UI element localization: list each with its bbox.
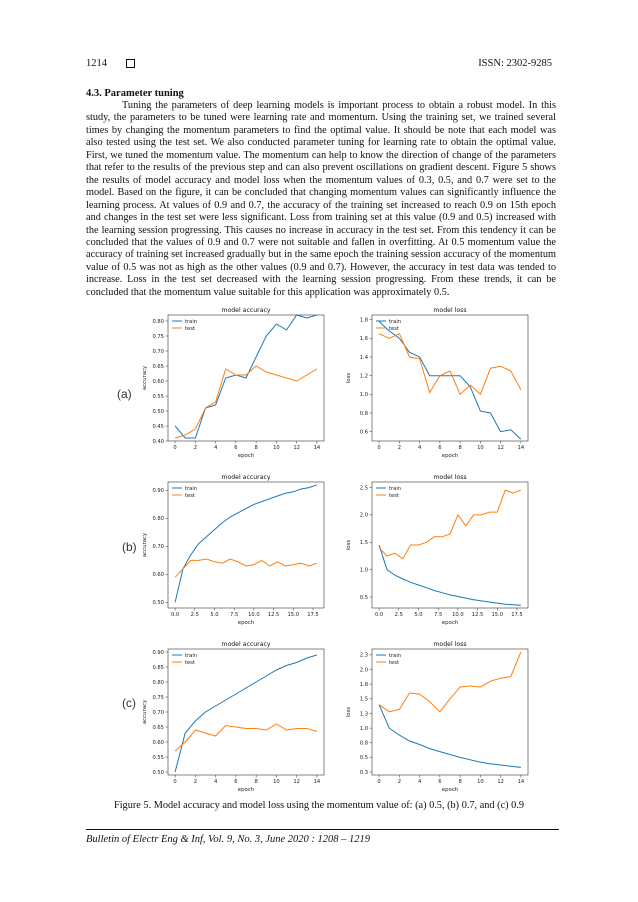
x-tick-label: 10.0 bbox=[452, 612, 464, 618]
page-footer: Bulletin of Electr Eng & Inf, Vol. 9, No. 3, June 2020 : 1208 – 1219 bbox=[86, 834, 371, 845]
y-tick-label: 0.70 bbox=[152, 348, 164, 355]
series-line-train bbox=[175, 315, 317, 438]
y-tick-label: 0.3 bbox=[359, 769, 368, 776]
chart-title: model loss bbox=[433, 641, 467, 648]
body-paragraph: Tuning the parameters of deep learning models is important process to obtain a robust model. In this study, the parameters to be tuned were learning rate and momentum. Using the training set, we trained several times by changing the momentum parameters to find the optimal value. It should be note that each model was also tested using the test set. We also conducted parameter tuning for learning rate to obtain the optimal value. First, we tuned the momentum value. The momentum can help to know the direction of change of the parameters that refer to the results of the previous step and can also prevent oscillations on gradient descent. Figure 5 shows the results of model accuracy and model loss when the momentum values of 0.3, 0.5, and 0.7 were set to the model. Based on the figure, it can be concluded that changing momentum values can significantly influence the learning process. At values of 0.9 and 0.7, the accuracy of the training set increased to reach 0.9 on 15th epoch and changes in the test set were less significant. Loss from training set at this value (0.9 and 0.5) increased with the learning session progressing. This causes no increase in accuracy in the test set. From this tendency it can be concluded that the values of 0.9 and 0.7 were not suitable and fallen in overfitting. At 0.5 momentum value the accuracy of training set increased gradually but in the same epoch the training session accuracy of the momentum value of 0.5 was not as high as the other values (0.9 and 0.7). However, the accuracy in test data was tended to increase. Loss in the test set decreased with the learning session progressing. From these trends, it can be concluded that the momentum value suitable for this application was approximately 0.5. bbox=[86, 100, 556, 298]
x-tick bbox=[307, 608, 319, 618]
series-line-test bbox=[379, 490, 521, 559]
legend bbox=[172, 319, 197, 332]
x-tick-label: 15.0 bbox=[287, 612, 300, 618]
y-tick bbox=[152, 424, 168, 430]
y-tick bbox=[152, 665, 168, 671]
y-tick-label: 0.50 bbox=[152, 600, 164, 607]
x-tick-label: 2 bbox=[193, 779, 198, 785]
page-header bbox=[86, 58, 552, 74]
page-number: 1214 bbox=[86, 58, 107, 69]
y-tick-label: 0.80 bbox=[152, 516, 164, 523]
y-tick-label: 0.55 bbox=[152, 393, 164, 400]
series-line-train bbox=[379, 322, 521, 440]
y-tick-label: 2.0 bbox=[359, 667, 368, 674]
legend-label-train: train bbox=[389, 652, 402, 659]
x-tick bbox=[268, 608, 280, 618]
y-tick bbox=[360, 429, 372, 435]
y-tick-label: 0.45 bbox=[152, 423, 164, 430]
y-tick bbox=[152, 695, 168, 701]
x-tick bbox=[254, 441, 257, 451]
y-tick bbox=[152, 680, 168, 686]
x-tick-label: 14 bbox=[517, 445, 525, 451]
y-tick bbox=[360, 741, 372, 747]
x-tick-label: 4 bbox=[213, 779, 218, 785]
x-axis-label: epoch bbox=[441, 787, 459, 793]
x-tick-label: 6 bbox=[438, 445, 442, 451]
x-tick bbox=[293, 775, 300, 785]
y-tick bbox=[360, 411, 372, 417]
x-tick bbox=[377, 775, 380, 785]
y-tick bbox=[360, 485, 372, 491]
panel-label-a: (a) bbox=[117, 387, 132, 401]
x-tick-label: 4 bbox=[417, 779, 422, 785]
x-tick bbox=[214, 441, 218, 451]
y-tick-label: 1.4 bbox=[359, 354, 368, 361]
x-tick-label: 10 bbox=[273, 445, 280, 451]
y-tick bbox=[360, 726, 372, 732]
y-tick-label: 0.5 bbox=[359, 755, 368, 762]
legend-label-train: train bbox=[389, 485, 402, 492]
x-tick bbox=[273, 441, 280, 451]
y-tick bbox=[360, 755, 372, 761]
legend bbox=[376, 319, 401, 332]
x-tick-label: 0 bbox=[173, 445, 177, 451]
x-tick bbox=[171, 608, 179, 618]
y-tick-label: 1.6 bbox=[359, 336, 368, 343]
x-tick-label: 10 bbox=[477, 779, 484, 785]
x-tick-label: 17.5 bbox=[307, 612, 319, 618]
y-tick-label: 0.60 bbox=[152, 739, 164, 746]
y-tick-label: 0.80 bbox=[152, 318, 164, 325]
x-tick bbox=[214, 775, 218, 785]
y-tick bbox=[152, 770, 168, 776]
y-tick-label: 1.5 bbox=[359, 696, 368, 703]
y-tick-label: 1.0 bbox=[359, 567, 368, 574]
x-tick bbox=[377, 441, 380, 451]
y-tick bbox=[152, 600, 168, 606]
y-tick-label: 0.70 bbox=[152, 709, 164, 716]
x-tick bbox=[458, 441, 461, 451]
y-tick bbox=[360, 667, 372, 673]
square-icon bbox=[126, 59, 135, 68]
x-tick bbox=[472, 608, 484, 618]
legend-label-test: test bbox=[389, 659, 399, 666]
x-tick-label: 0.0 bbox=[374, 612, 384, 618]
y-tick-label: 0.5 bbox=[359, 594, 368, 601]
legend-label-test: test bbox=[389, 325, 399, 332]
y-axis-label: loss bbox=[346, 706, 352, 718]
y-tick bbox=[152, 725, 168, 731]
plot-frame bbox=[168, 649, 324, 775]
legend-label-train: train bbox=[185, 485, 198, 492]
x-tick bbox=[414, 608, 422, 618]
y-tick bbox=[360, 373, 372, 379]
y-tick bbox=[152, 544, 168, 550]
y-tick bbox=[152, 516, 168, 522]
y-tick-label: 0.90 bbox=[152, 649, 164, 656]
y-tick bbox=[152, 394, 168, 400]
y-axis-label: accuracy bbox=[142, 365, 148, 391]
x-tick-label: 12 bbox=[497, 445, 504, 451]
legend-label-test: test bbox=[389, 492, 399, 499]
chart-title: model loss bbox=[433, 474, 467, 481]
x-tick-label: 0 bbox=[173, 779, 177, 785]
x-tick bbox=[497, 775, 504, 785]
legend-label-test: test bbox=[185, 325, 195, 332]
x-tick bbox=[293, 441, 300, 451]
y-tick-label: 0.80 bbox=[152, 679, 164, 686]
y-tick-label: 0.85 bbox=[152, 664, 164, 671]
x-tick bbox=[438, 775, 441, 785]
x-tick-label: 4 bbox=[417, 445, 422, 451]
x-tick bbox=[234, 775, 237, 785]
y-tick bbox=[152, 319, 168, 325]
y-tick-label: 0.55 bbox=[152, 754, 164, 761]
x-tick-label: 8 bbox=[254, 445, 258, 451]
series-line-train bbox=[175, 652, 317, 772]
y-tick bbox=[360, 336, 372, 342]
figure-caption: Figure 5. Model accuracy and model loss using the momentum value of: (a) 0.5, (b) 0.7, and (c) 0.9 bbox=[113, 800, 525, 811]
y-tick-label: 0.75 bbox=[152, 694, 164, 701]
y-tick bbox=[360, 355, 372, 361]
y-tick-label: 0.60 bbox=[152, 572, 164, 579]
chart-b-accuracy bbox=[132, 470, 332, 630]
y-tick-label: 0.70 bbox=[152, 544, 164, 551]
x-tick bbox=[314, 775, 321, 785]
y-tick-label: 0.65 bbox=[152, 724, 164, 731]
x-axis-label: epoch bbox=[441, 620, 459, 626]
x-tick bbox=[314, 441, 321, 451]
legend bbox=[376, 653, 401, 666]
x-tick-label: 0 bbox=[377, 779, 381, 785]
y-tick-label: 2.5 bbox=[359, 485, 368, 492]
y-tick-label: 2.3 bbox=[359, 652, 368, 659]
x-tick bbox=[287, 608, 299, 618]
x-tick bbox=[477, 441, 484, 451]
x-tick-label: 8 bbox=[254, 779, 258, 785]
x-tick-label: 2 bbox=[397, 445, 402, 451]
y-tick bbox=[152, 439, 168, 445]
y-tick bbox=[360, 567, 372, 573]
chart-title: model accuracy bbox=[221, 474, 271, 481]
y-tick bbox=[152, 349, 168, 355]
plot-frame bbox=[372, 649, 528, 775]
x-tick bbox=[375, 608, 383, 618]
x-tick-label: 6 bbox=[234, 445, 238, 451]
x-tick bbox=[194, 441, 197, 451]
y-tick-label: 1.2 bbox=[359, 373, 368, 380]
y-tick-label: 1.5 bbox=[359, 540, 368, 547]
x-tick-label: 14 bbox=[313, 779, 321, 785]
legend-label-test: test bbox=[185, 492, 195, 499]
legend-label-test: test bbox=[185, 659, 195, 666]
x-tick bbox=[173, 441, 176, 451]
x-tick bbox=[458, 775, 461, 785]
y-tick bbox=[360, 317, 372, 323]
x-tick bbox=[518, 441, 525, 451]
y-tick bbox=[152, 409, 168, 415]
y-tick bbox=[152, 364, 168, 370]
chart-svg bbox=[132, 303, 332, 463]
x-tick-label: 14 bbox=[313, 445, 321, 451]
x-tick-label: 12 bbox=[293, 779, 300, 785]
x-tick bbox=[254, 775, 257, 785]
series-line-test bbox=[379, 334, 521, 395]
series-line-train bbox=[379, 705, 521, 768]
y-tick bbox=[360, 770, 372, 776]
series-line-test bbox=[379, 652, 521, 712]
x-tick bbox=[438, 441, 441, 451]
x-tick-label: 12 bbox=[497, 779, 504, 785]
x-tick-label: 10.0 bbox=[248, 612, 260, 618]
y-tick-label: 0.8 bbox=[359, 410, 368, 417]
x-tick bbox=[434, 608, 442, 618]
x-tick-label: 12.5 bbox=[471, 612, 484, 618]
plot-frame bbox=[372, 482, 528, 608]
y-axis-label: loss bbox=[346, 372, 352, 384]
chart-title: model accuracy bbox=[221, 641, 271, 648]
chart-svg bbox=[336, 470, 536, 630]
x-tick-label: 5.0 bbox=[210, 612, 219, 618]
series-line-test bbox=[175, 559, 317, 577]
y-axis-label: accuracy bbox=[142, 699, 148, 725]
x-tick-label: 6 bbox=[234, 779, 238, 785]
x-tick-label: 10 bbox=[477, 445, 484, 451]
series-line-train bbox=[175, 485, 317, 603]
x-tick bbox=[497, 441, 504, 451]
y-tick-label: 0.40 bbox=[152, 438, 164, 445]
x-axis-label: epoch bbox=[237, 787, 255, 793]
x-axis-label: epoch bbox=[237, 453, 255, 459]
y-tick-label: 1.8 bbox=[359, 317, 368, 324]
x-tick bbox=[173, 775, 176, 785]
y-tick bbox=[152, 740, 168, 746]
x-axis-label: epoch bbox=[441, 453, 459, 459]
y-tick-label: 0.6 bbox=[359, 429, 368, 436]
x-axis-label: epoch bbox=[237, 620, 255, 626]
x-tick-label: 8 bbox=[458, 445, 462, 451]
y-tick-label: 0.60 bbox=[152, 378, 164, 385]
y-tick bbox=[152, 488, 168, 494]
x-tick-label: 0.0 bbox=[170, 612, 180, 618]
x-tick-label: 7.5 bbox=[230, 612, 239, 618]
x-tick bbox=[191, 608, 199, 618]
x-tick-label: 12.5 bbox=[267, 612, 280, 618]
x-tick-label: 17.5 bbox=[511, 612, 523, 618]
y-tick-label: 0.50 bbox=[152, 769, 164, 776]
legend-label-train: train bbox=[389, 318, 402, 325]
series-line-test bbox=[175, 724, 317, 751]
y-tick bbox=[360, 682, 372, 688]
chart-svg bbox=[132, 470, 332, 630]
y-tick-label: 0.50 bbox=[152, 408, 164, 415]
y-tick bbox=[360, 540, 372, 546]
legend bbox=[172, 653, 197, 666]
y-tick bbox=[152, 755, 168, 761]
chart-a-accuracy bbox=[132, 303, 332, 463]
x-tick bbox=[230, 608, 238, 618]
x-tick bbox=[210, 608, 218, 618]
legend bbox=[376, 486, 401, 499]
legend bbox=[172, 486, 197, 499]
x-tick-label: 6 bbox=[438, 779, 442, 785]
y-tick-label: 0.75 bbox=[152, 333, 164, 340]
footer-rule bbox=[86, 829, 559, 830]
panel-label-b: (b) bbox=[122, 540, 137, 554]
chart-title: model accuracy bbox=[221, 307, 271, 314]
x-tick-label: 5.0 bbox=[414, 612, 423, 618]
y-tick-label: 1.8 bbox=[359, 681, 368, 688]
y-tick bbox=[152, 334, 168, 340]
x-tick-label: 4 bbox=[213, 445, 218, 451]
y-tick bbox=[360, 595, 372, 601]
x-tick bbox=[511, 608, 523, 618]
y-tick bbox=[152, 379, 168, 385]
y-tick-label: 0.90 bbox=[152, 488, 164, 495]
y-tick-label: 0.8 bbox=[359, 740, 368, 747]
x-tick bbox=[248, 608, 260, 618]
x-tick bbox=[518, 775, 525, 785]
chart-title: model loss bbox=[433, 307, 467, 314]
plot-frame bbox=[372, 315, 528, 441]
y-tick bbox=[152, 650, 168, 656]
y-tick bbox=[360, 711, 372, 717]
x-tick bbox=[395, 608, 403, 618]
x-tick-label: 12 bbox=[293, 445, 300, 451]
x-tick bbox=[398, 441, 401, 451]
y-axis-label: accuracy bbox=[142, 532, 148, 558]
x-tick-label: 14 bbox=[517, 779, 525, 785]
plot-frame bbox=[168, 482, 324, 608]
chart-c-accuracy bbox=[132, 637, 332, 797]
x-tick bbox=[273, 775, 280, 785]
y-tick-label: 0.65 bbox=[152, 363, 164, 370]
y-tick bbox=[152, 710, 168, 716]
chart-b-loss bbox=[336, 470, 536, 630]
x-tick bbox=[491, 608, 503, 618]
y-tick bbox=[152, 572, 168, 578]
series-line-train bbox=[379, 545, 521, 605]
y-tick bbox=[360, 392, 372, 398]
y-tick bbox=[360, 653, 372, 659]
chart-svg bbox=[132, 637, 332, 797]
x-tick-label: 2 bbox=[397, 779, 402, 785]
x-tick bbox=[418, 775, 422, 785]
y-axis-label: loss bbox=[346, 539, 352, 551]
y-tick-label: 1.0 bbox=[359, 725, 368, 732]
x-tick-label: 15.0 bbox=[491, 612, 504, 618]
chart-svg bbox=[336, 303, 536, 463]
y-tick-label: 1.3 bbox=[359, 711, 368, 718]
x-tick bbox=[194, 775, 197, 785]
x-tick-label: 2 bbox=[193, 445, 198, 451]
x-tick-label: 10 bbox=[273, 779, 280, 785]
x-tick-label: 7.5 bbox=[434, 612, 443, 618]
chart-svg bbox=[336, 637, 536, 797]
y-tick bbox=[360, 513, 372, 519]
panel-label-c: (c) bbox=[122, 696, 136, 710]
x-tick bbox=[398, 775, 401, 785]
x-tick-label: 8 bbox=[458, 779, 462, 785]
x-tick-label: 2.5 bbox=[394, 612, 403, 618]
x-tick-label: 2.5 bbox=[190, 612, 199, 618]
y-tick bbox=[360, 697, 372, 703]
x-tick-label: 0 bbox=[377, 445, 381, 451]
issn: ISSN: 2302-9285 bbox=[478, 58, 552, 69]
chart-a-loss bbox=[336, 303, 536, 463]
x-tick bbox=[477, 775, 484, 785]
section-title: 4.3. Parameter tuning bbox=[86, 88, 184, 99]
y-tick-label: 1.0 bbox=[359, 392, 368, 399]
x-tick bbox=[234, 441, 237, 451]
legend-label-train: train bbox=[185, 652, 198, 659]
legend-label-train: train bbox=[185, 318, 198, 325]
x-tick bbox=[418, 441, 422, 451]
series-line-test bbox=[175, 366, 317, 438]
chart-c-loss bbox=[336, 637, 536, 797]
y-tick-label: 2.0 bbox=[359, 512, 368, 519]
x-tick bbox=[452, 608, 464, 618]
